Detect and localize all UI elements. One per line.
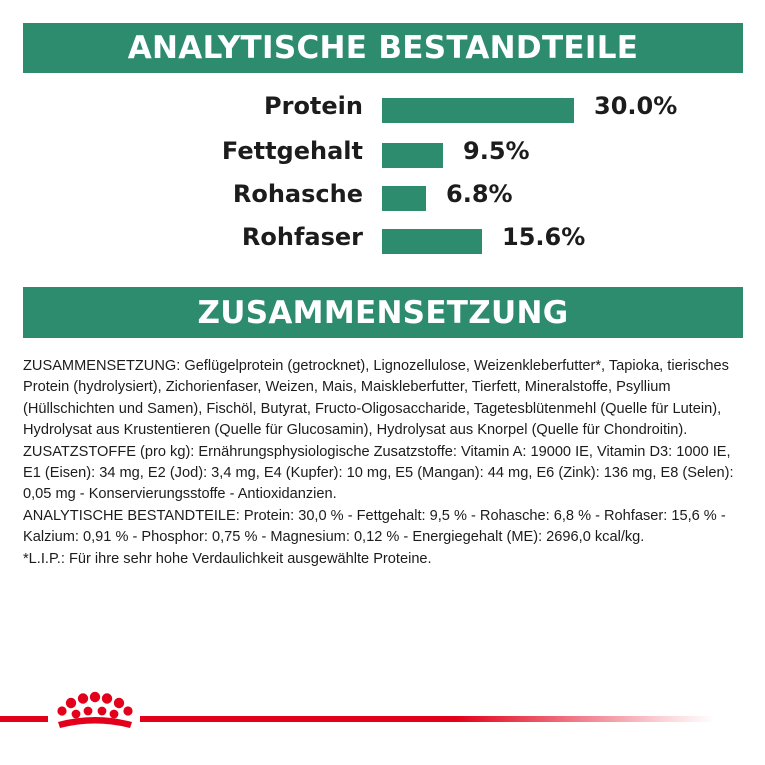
royal-canin-crown-icon [50,690,140,740]
analytics-header [23,23,743,73]
analytics-bar [382,186,426,211]
analytics-value: 6.8% [446,180,513,208]
analytics-title: ANALYTISCHE BESTANDTEILE [127,30,639,66]
analytics-label: Rohasche [232,180,363,208]
red-line-right [140,716,715,722]
analytics-value: 30.0% [594,92,678,120]
composition-header [23,287,743,338]
analytics-bar [382,229,482,254]
composition-text [23,356,745,570]
brand-footer [0,690,765,765]
additives-paragraph: ZUSATZSTOFFE (pro kg): Ernährungsphysiologische Zusatzstoffe: Vitamin A: 19000 IE, Vitamin D3: 1000 IE, E1 (Eisen): 34 mg, E2 (Jod): 3,4 mg, E4 (Kupfer): 10 mg, E5 (Mangan): 44 mg, E6 (Zink): 136 mg, E8 (Selen): 0,05 mg - Konservierungsstoffe - Antioxidanzien. [23,443,734,503]
analytics-label: Rohfaser [241,223,363,251]
analytics-row-rohfaser [0,220,765,256]
analytics-label: Fettgehalt [221,137,363,165]
composition-title: ZUSAMMENSETZUNG [197,294,569,331]
analytics-value: 9.5% [463,137,530,165]
analytics-label: Protein [264,92,363,120]
red-line-left [0,716,48,722]
composition-paragraph: ZUSAMMENSETZUNG: Geflügelprotein (getrocknet), Lignozellulose, Weizenkleberfutter*, Tapioka, tierisches Protein (hydrolysiert), Zichorienfaser, Weizen, Mais, Maiskleberfutter, Tierfett, Mineralstoffe, Psyllium (Hüllschichten und Samen), Fischöl, Butyrat, Fructo-Oligosaccharide, Tagetesblütenmehl (Quelle für Lutein), Hydrolysat aus Krustentieren (Quelle für Glucosamin), Hydrolysat aus Knorpel (Quelle für Chondroitin). [23,358,729,439]
lip-footnote: *L.I.P.: Für ihre sehr hohe Verdaulichkeit ausgewählte Proteine. [23,550,432,567]
analytics-row-rohasche [0,177,765,213]
analytics-bar [382,143,443,168]
analytics-paragraph: ANALYTISCHE BESTANDTEILE: Protein: 30,0 % - Fettgehalt: 9,5 % - Rohasche: 6,8 % - Rohfaser: 15,6 % - Kalzium: 0,91 % - Phosphor: 0,75 % - Magnesium: 0,12 % - Energiegehalt (ME): 2696,0 kcal/kg. [23,507,726,546]
analytics-row-protein [0,89,765,125]
analytics-row-fettgehalt [0,134,765,170]
analytics-value: 15.6% [502,223,586,251]
analytics-bar [382,98,574,123]
